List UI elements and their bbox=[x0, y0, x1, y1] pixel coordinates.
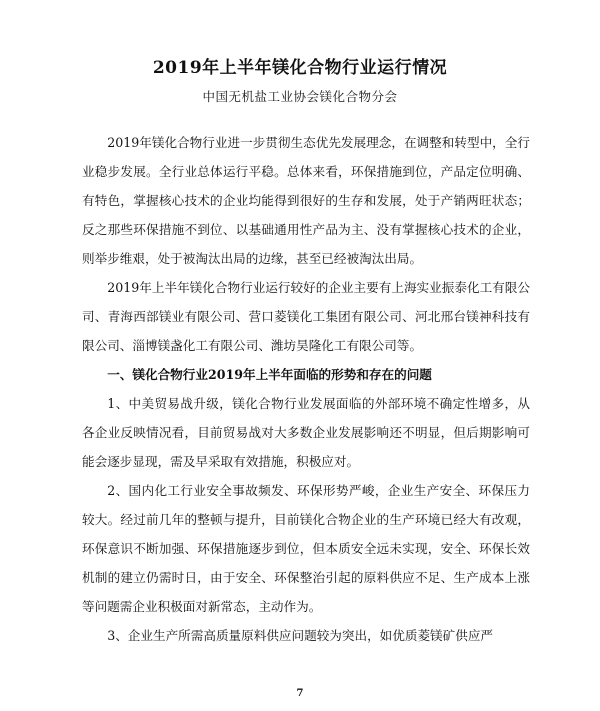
document-body bbox=[82, 128, 530, 650]
page-number: 7 bbox=[296, 688, 304, 699]
document-title: 2019年上半年镁化合物行业运行情况 bbox=[152, 58, 448, 78]
section-paragraph-1: 1、中美贸易战升级，镁化合物行业发展面临的外部环境不确定性增多，从各企业反映情况看，目前贸易战对大多数企业发展影响还不明显，但后期影响可能会逐步显现，需及早采取有效措施，积极应对。 bbox=[82, 396, 530, 469]
section-paragraph-3: 3、企业生产所需高质量原料供应问题较为突出，如优质菱镁矿供应严 bbox=[107, 628, 494, 643]
document-subtitle: 中国无机盐工业协会镁化合物分会 bbox=[202, 89, 398, 104]
section-paragraph-2: 2、国内化工行业安全事故频发、环保形势严峻，企业生产安全、环保压力较大。经过前几年的整顿与提升，目前镁化合物企业的生产环境已经大有改观，环保意识不断加强、环保措施逐步到位，但本质安全远未实现，安全、环保长效机制的建立仍需时日，由于安全、环保整治引起的原料供应不足、生产成本上涨等问题需企业积极面对新常态，主动作为。 bbox=[82, 483, 530, 614]
companies-paragraph: 2019年上半年镁化合物行业运行较好的企业主要有上海实业振泰化工有限公司、青海西部镁业有限公司、营口菱镁化工集团有限公司、河北邢台镁神科技有限公司、淄博镁盏化工有限公司、潍坊昊隆化工有限公司等。 bbox=[82, 280, 530, 353]
intro-paragraph: 2019年镁化合物行业进一步贯彻生态优先发展理念，在调整和转型中，全行业稳步发展。全行业总体运行平稳。总体来看，环保措施到位，产品定位明确、有特色，掌握核心技术的企业均能得到很好的生存和发展，处于产销两旺状态；反之那些环保措施不到位、以基础通用性产品为主、没有掌握核心技术的企业，则举步维艰，处于被淘汰出局的边缘，甚至已经被淘汰出局。 bbox=[82, 135, 530, 266]
section-heading: 一、镁化合物行业2019年上半年面临的形势和存在的问题 bbox=[107, 367, 432, 382]
